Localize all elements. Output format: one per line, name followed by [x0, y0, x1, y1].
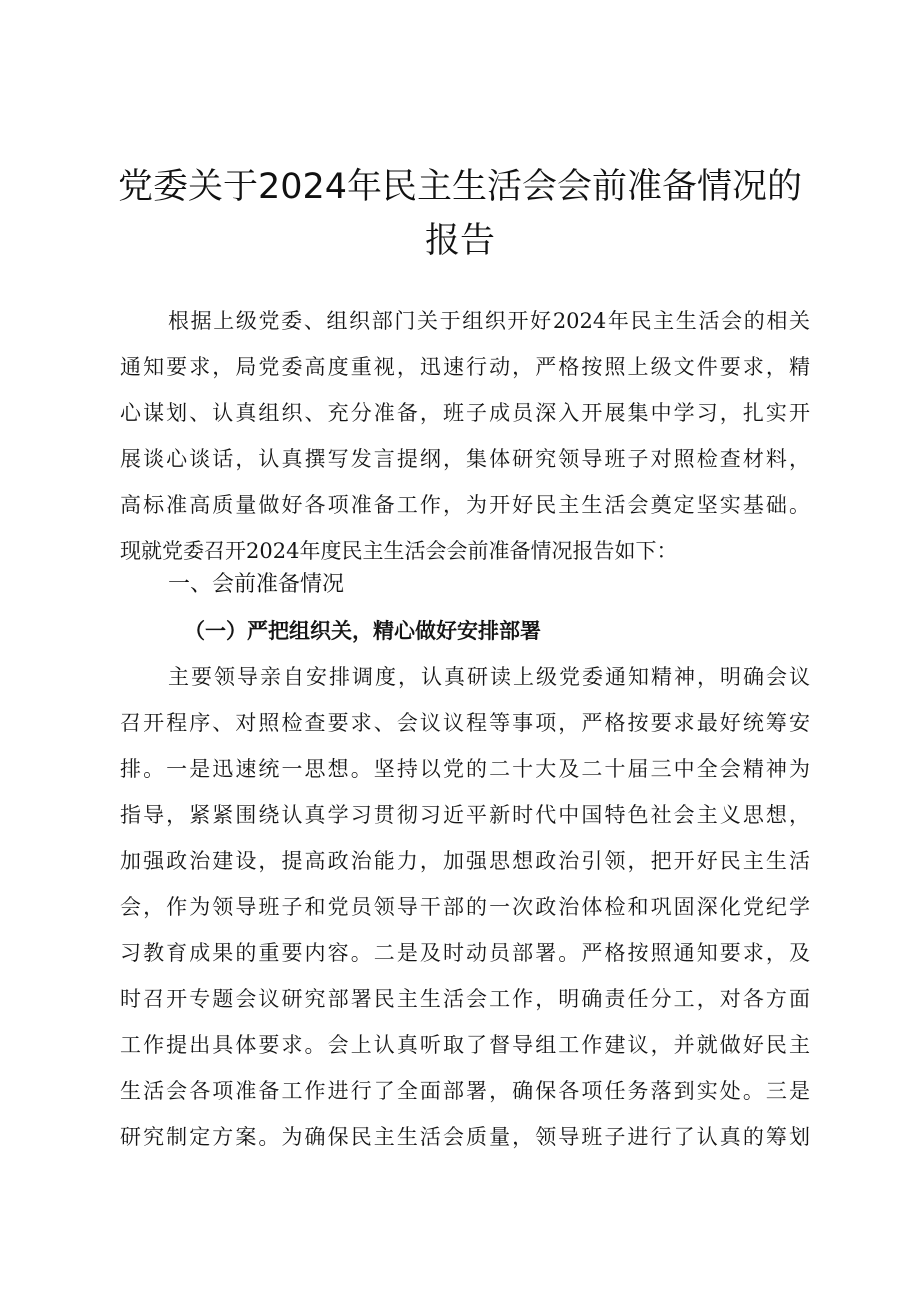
subsection-heading: （一）严把组织关，精心做好安排部署	[184, 618, 541, 643]
body-paragraph-line: 生活会各项准备工作进行了全面部署，确保各项任务落到实处。三是	[120, 1079, 810, 1103]
body-paragraph-line: 习教育成果的重要内容。二是及时动员部署。严格按照通知要求，及	[120, 941, 810, 965]
intro-paragraph-line: 心谋划、认真组织、充分准备，班子成员深入开展集中学习，扎实开	[120, 401, 810, 425]
intro-paragraph-line: 通知要求，局党委高度重视，迅速行动，严格按照上级文件要求，精	[120, 355, 810, 379]
body-paragraph-line: 会，作为领导班子和党员领导干部的一次政治体检和巩固深化党纪学	[120, 895, 810, 919]
intro-paragraph-line: 展谈心谈话，认真撰写发言提纲，集体研究领导班子对照检查材料，	[120, 447, 810, 471]
body-paragraph-line: 主要领导亲自安排调度，认真研读上级党委通知精神，明确会议	[168, 665, 810, 689]
body-paragraph-line: 加强政治建设，提高政治能力，加强思想政治引领，把开好民主生活	[120, 849, 810, 873]
body-paragraph-line: 研究制定方案。为确保民主生活会质量，领导班子进行了认真的筹划	[120, 1125, 810, 1149]
intro-paragraph-line: 根据上级党委、组织部门关于组织开好2024年民主生活会的相关	[168, 309, 810, 333]
body-paragraph-line: 召开程序、对照检查要求、会议议程等事项，严格按要求最好统筹安	[120, 711, 810, 735]
section-heading: 一、会前准备情况	[168, 572, 345, 597]
body-paragraph-line: 排。一是迅速统一思想。坚持以党的二十大及二十届三中全会精神为	[120, 757, 810, 781]
intro-paragraph-line: 现就党委召开2024年度民主生活会会前准备情况报告如下：	[120, 539, 678, 563]
body-paragraph-line: 工作提出具体要求。会上认真听取了督导组工作建议，并就做好民主	[120, 1033, 810, 1057]
document-title-line-2: 报告	[424, 221, 495, 261]
intro-paragraph-line: 高标准高质量做好各项准备工作，为开好民主生活会奠定坚实基础。	[120, 493, 810, 517]
body-paragraph-line: 指导，紧紧围绕认真学习贯彻习近平新时代中国特色社会主义思想，	[120, 803, 810, 827]
body-paragraph-line: 时召开专题会议研究部署民主生活会工作，明确责任分工，对各方面	[120, 987, 810, 1011]
document-title-line-1: 党委关于2024年民主生活会会前准备情况的	[117, 167, 803, 207]
